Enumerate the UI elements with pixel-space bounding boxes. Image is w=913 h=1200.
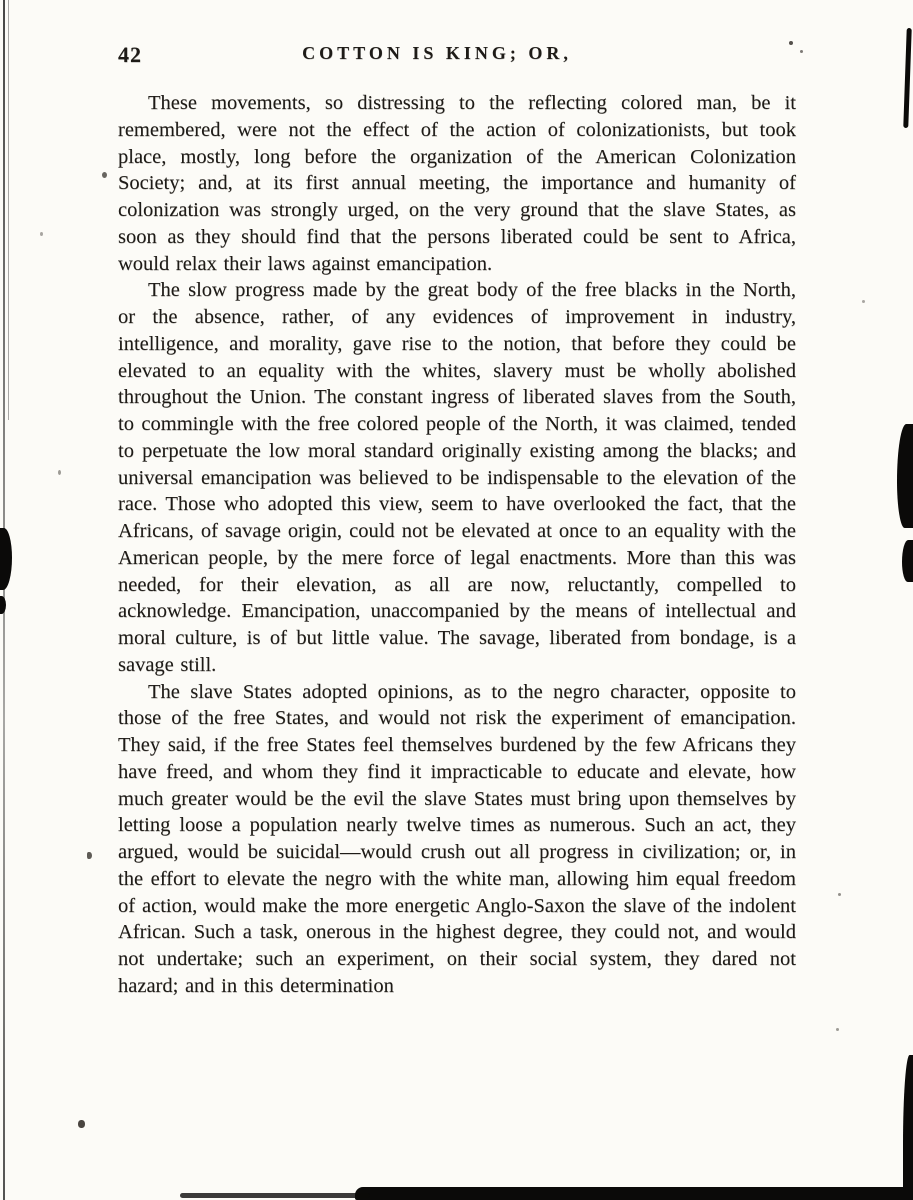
running-title: COTTON IS KING; OR, [302, 43, 572, 63]
scan-speck [862, 300, 865, 303]
page-number: 42 [118, 42, 142, 67]
paragraph-2: The slow progress made by the great body of the free blacks in the North, or the absence, rather, of any evidences of improvement in industry, intelligence, and morality, gave rise to the notion, that before they could be elevated to an equality with the whites, slavery must be wholly abolished throughout the Union. The constant ingress of liberated slaves from the South, to commingle with the free colored people of the North, it was claimed, tended to perpetuate the low moral standard originally existing among the blacks; and universal emancipation was believed to be indispensable to the elevation of the race. Those who adopted this view, seem to have overlooked the fact, that the Africans, of savage origin, could not be elevated at once to an equality with the American people, by the mere force of legal enactments. More than this was needed, for their elevation, as all are now, reluctantly, compelled to acknowledge. Emancipation, unaccompanied by the means of intellectual and moral culture, is of but little value. The savage, liberated from bondage, is a savage still. [118, 279, 796, 676]
ink-blot [897, 424, 913, 528]
paragraph-1: These movements, so distressing to the reflecting colored man, be it remembered, were not the effect of the action of colonizationists, but took place, mostly, long before the organization of the American Colonization Society; and, at its first annual meeting, the importance and humanity of colonization was strongly urged, on the very ground that the slave States, as soon as they should find that the persons liberated could be sent to Africa, would relax their laws against emancipation. [118, 92, 796, 275]
paragraph-3: The slave States adopted opinions, as to the negro character, opposite to those of the free States, and would not risk the experiment of emancipation. They said, if the free States feel themselves burdened by the few Africans they have freed, and whom they find it impracticable to educate and elevate, how much greater would be the evil the slave States must bring upon themselves by letting loose a population nearly twelve times as numerous. Such an act, they argued, would be suicidal—would crush out all progress in civilization; or, in the effort to elevate the negro with the white man, allowing him equal freedom of action, would make the more energetic Anglo-Saxon the slave of the indolent African. Such a task, onerous in the highest degree, they could not, and would not undertake; such an experiment, on their social system, they dared not hazard; and in this determination [118, 680, 796, 997]
ink-blot [902, 540, 913, 582]
scan-edge-line [3, 0, 5, 1200]
ink-blot [0, 596, 6, 614]
scan-edge-line [8, 0, 9, 420]
ink-blot [903, 1055, 913, 1200]
body-text [118, 90, 796, 1000]
scan-speck [40, 232, 43, 236]
scan-speck [58, 470, 61, 475]
scan-speck [78, 1120, 85, 1128]
scan-shadow-bar [355, 1187, 913, 1200]
ink-blot [903, 28, 911, 128]
scan-speck [836, 1028, 839, 1031]
page-header [118, 42, 796, 72]
scan-speck [87, 852, 92, 859]
scan-speck [838, 893, 841, 896]
scan-speck [800, 50, 803, 53]
scan-shadow-bar [180, 1193, 370, 1198]
ink-blot [0, 528, 12, 590]
scan-speck [102, 172, 107, 178]
